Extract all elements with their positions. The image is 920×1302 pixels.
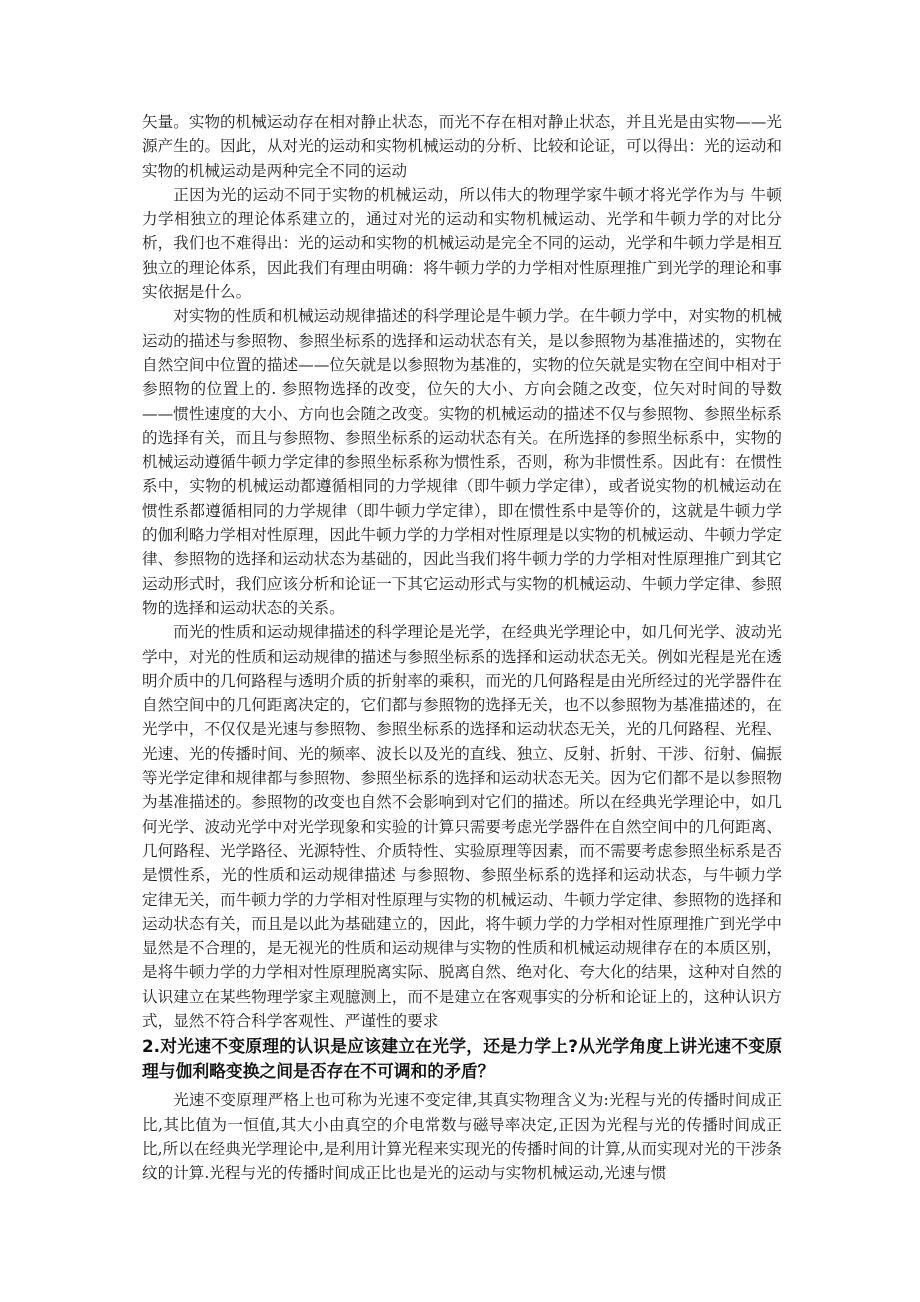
paragraph-newtonian-mechanics: 对实物的性质和机械运动规律描述的科学理论是牛顿力学。在牛顿力学中，对实物的机械运动的描述与参照物、参照坐标系的选择和运动状态有关，是以参照物为基准描述的，实物在自然空间中位置的描述——位矢就是以参照物为基准的，实物的位矢就是实物在空间中相对于参照物的位置上的. 参照物选择的改变，位矢的大小、方向会随之改变，位矢对时间的导数——惯性速度的大小、方向也会随之改变。实物的机械运动的描述不仅与参照物、参照坐标系的选择有关，而且与参照物、参照坐标系的运动状态有关。在所选择的参照坐标系中，实物的机械运动遵循牛顿力学定律的参照坐标系称为惯性系，否则，称为非惯性系。因此有：在惯性系中，实物的机械运动都遵循相同的力学规律（即牛顿力学定律），或者说实物的机械运动在惯性系都遵循相同的力学规律（即牛顿力学定律），即在惯性系中是等价的，这就是牛顿力学的伽利略力学相对性原理，因此牛顿力学的力学相对性原理是以实物的机械运动、牛顿力学定律、参照物的选择和运动状态为基础的，因此当我们将牛顿力学的力学相对性原理推广到其它运动形式时，我们应该分析和论证一下其它运动形式与实物的机械运动、牛顿力学定律、参照物的选择和运动状态的关系。 <box>142 307 782 617</box>
section-heading: 2.对光速不变原理的认识是应该建立在光学，还是力学上?从光学角度上讲光速不变原理与伽利略变换之间是否存在不可调和的矛盾？ <box>142 1036 782 1082</box>
paragraph-optics-theory: 而光的性质和运动规律描述的科学理论是光学，在经典光学理论中，如几何光学、波动光学中，对光的性质和运动规律的描述与参照坐标系的选择和运动状态无关。例如光程是光在透明介质中的几何路程与透明介质的折射率的乘积，而光的几何路程是由光所经过的光学器件在自然空间中的几何距离决定的，它们都与参照物的选择无关，也不以参照物为基准描述的，在光学中，不仅仅是光速与参照物、参照坐标系的选择和运动状态无关，光的几何路程、光程、光速、光的传播时间、光的频率、波长以及光的直线、独立、反射、折射、干涉、衍射、偏振等光学定律和规律都与参照物、参照坐标系的选择和运动状态无关。因为它们都不是以参照物为基准描述的。参照物的改变也自然不会影响到对它们的描述。所以在经典光学理论中，如几何光学、波动光学中对光学现象和实验的计算只需要考虑光学器件在自然空间中的几何距离、几何路程、光学路径、光源特性、介质特性、实验原理等因素，而不需要考虑参照坐标系是否是惯性系，光的性质和运动规律描述 与参照物、参照坐标系的选择和运动状态，与牛顿力学定律无关，而牛顿力学的力学相对性原理与实物的机械运动、牛顿力学定律、参照物的选择和运动状态有关，而且是以此为基础建立的，因此，将牛顿力学的力学相对性原理推广到光学中显然是不合理的，是无视光的性质和运动规律与实物的性质和机械运动规律存在的本质区别，是将牛顿力学的力学相对性原理脱离实际、脱离自然、绝对化、夸大化的结果，这种对自然的认识建立在某些物理学家主观臆测上，而不是建立在客观事实的分析和论证上的，这种认识方式，显然不符合科学客观性、严谨性的要求 <box>142 623 782 1030</box>
paragraph-light-speed-principle: 光速不变原理严格上也可称为光速不变定律,其真实物理含义为:光程与光的传播时间成正比,其比值为一恒值,其大小由真空的介电常数与磁导率决定,正因为光程与光的传播时间成正比,所以在经典光学理论中,是利用计算光程来实现光的传播时间的计算,从而实现对光的干涉条纹的计算.光程与光的传播时间成正比也是光的运动与实物机械运动,光速与惯 <box>142 1091 782 1183</box>
document-page <box>142 110 782 1185</box>
paragraph-intro: 矢量。实物的机械运动存在相对静止状态，而光不存在相对静止状态，并且光是由实物——光源产生的。因此，从对光的运动和实物机械运动的分析、比较和论证，可以得出：光的运动和实物的机械运动是两种完全不同的运动 <box>142 113 782 180</box>
paragraph-newton-optics: 正因为光的运动不同于实物的机械运动，所以伟大的物理学家牛顿才将光学作为与 牛顿力学相独立的理论体系建立的，通过对光的运动和实物机械运动、光学和牛顿力学的对比分析，我们也不难得出：光的运动和实物的机械运动是完全不同的运动，光学和牛顿力学是相互独立的理论体系，因此我们有理由明确：将牛顿力学的力学相对性原理推广到光学的理论和事实依据是什么。 <box>142 185 782 302</box>
